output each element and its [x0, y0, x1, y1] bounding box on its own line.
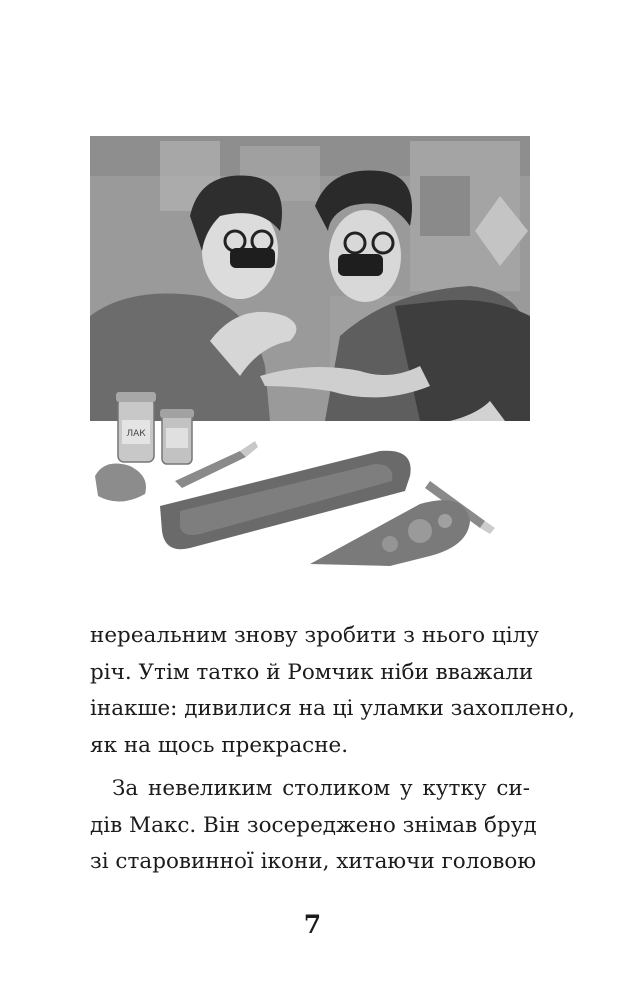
right-loupe: [338, 254, 383, 276]
paragraph: [90, 771, 537, 881]
text-line: річ. Утім татко й Ромчик ніби вважали: [90, 659, 534, 685]
text-line: За невеликим столиком у кутку си-: [112, 776, 530, 801]
jar-label: ЛАК: [126, 429, 146, 439]
left-loupe: [230, 248, 275, 268]
text-line: нереальним знову зробити з нього цілу: [90, 623, 539, 648]
text-line: інакше: дивилися на ці уламки захоплено,: [90, 696, 576, 721]
text-line: дів Макс. Він зосереджено знімав бруд: [90, 812, 537, 838]
text-line: зі старовинної ікони, хитаючи головою: [90, 849, 537, 874]
wall-frame: [420, 176, 470, 236]
body-text: [90, 618, 576, 881]
illustration: [90, 136, 530, 591]
paragraph: [90, 618, 576, 764]
text-line: як на щось прекрасне.: [90, 732, 349, 758]
page-number: 7: [303, 910, 322, 939]
